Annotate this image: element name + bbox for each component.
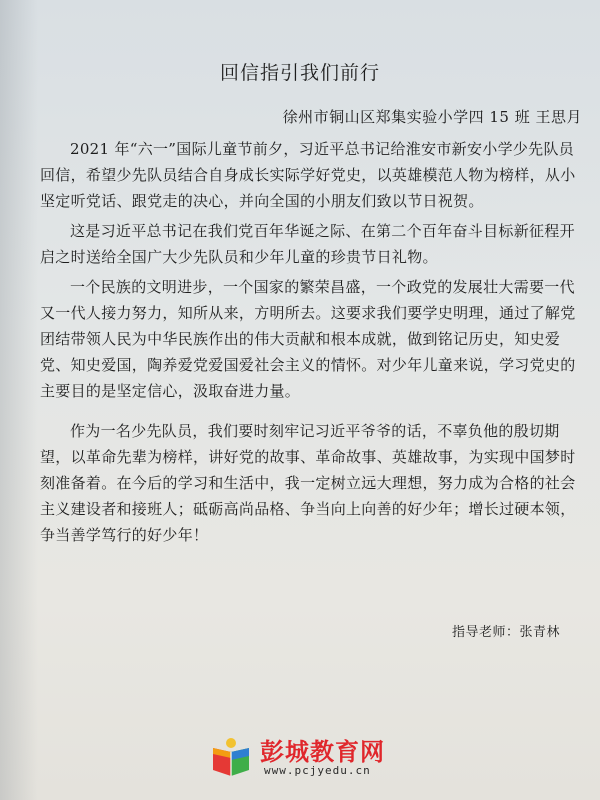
paragraph-1: 2021 年“六一”国际儿童节前夕，习近平总书记给淮安市新安小学少先队员回信，希望少先队员结合自身成长实际学好党史，以英雄模范人物为榜样，从小坚定听党话、跟党走的决心，并向全国的小朋友们致以节日祝贺。 xyxy=(40,140,576,210)
article-body xyxy=(40,136,580,552)
book-logo-icon xyxy=(208,734,254,780)
teacher-signature: 指导老师：张青林 xyxy=(451,625,560,640)
site-watermark xyxy=(208,732,408,786)
paragraph-3: 一个民族的文明进步，一个国家的繁荣昌盛，一个政党的发展壮大需要一代又一代人接力努力，知所从来，方明所去。这要求我们要学史明理，通过了解党团结带领人民为中华民族作出的伟大贡献和根本成就，做到铭记历史，知史爱党、知史爱国，陶养爱党爱国爱社会主义的情怀。对少年儿童来说，学习党史的主要目的是坚定信心，汲取奋进力量。 xyxy=(40,278,576,400)
paragraph-2: 这是习近平总书记在我们党百年华诞之际、在第二个百年奋斗目标新征程开启之时送给全国广大少先队员和少年儿童的珍贵节日礼物。 xyxy=(40,222,575,266)
paragraph-4: 作为一名少先队员，我们要时刻牢记习近平爷爷的话，不辜负他的殷切期望，以革命先辈为榜样，讲好党的故事、革命故事、英雄故事，为实现中国梦时刻准备着。在今后的学习和生活中，我一定树立远大理想，努力成为合格的社会主义建设者和接班人；砥砺高尚品格、争当向上向善的好少年；增长过硬本领，争当善学笃行的好少年！ xyxy=(40,422,576,544)
page-title: 回信指引我们前行 xyxy=(219,62,380,84)
author-line: 徐州市铜山区郑集实验小学四 15 班 王思月 xyxy=(282,108,582,126)
watermark-url[interactable]: www.pcjyedu.cn xyxy=(264,764,371,777)
watermark-site-name: 彭城教育网 xyxy=(260,738,385,766)
paper-shadow xyxy=(0,0,38,800)
